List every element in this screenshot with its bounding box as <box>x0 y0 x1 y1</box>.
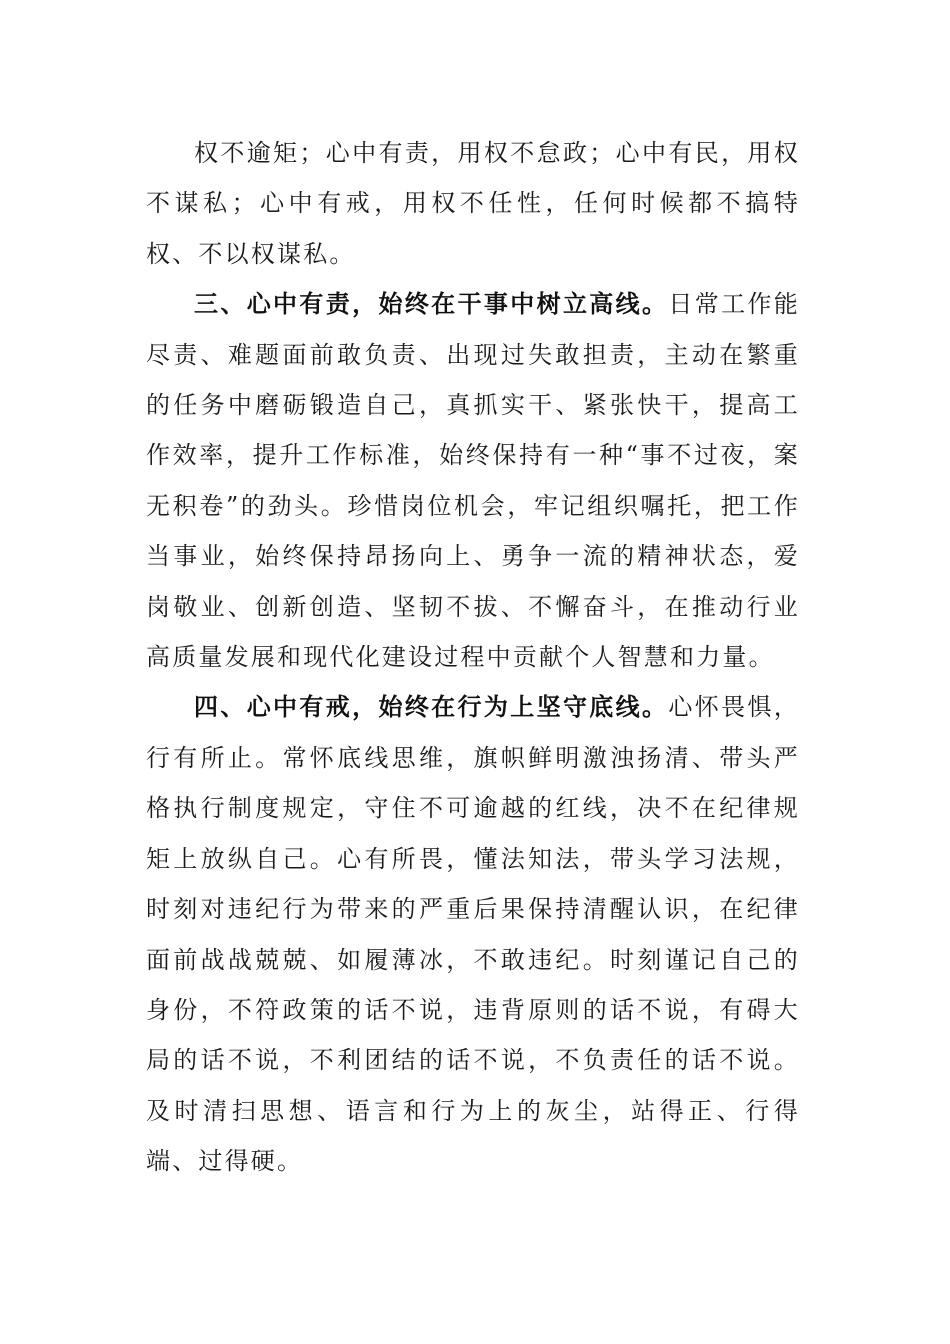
section-heading: 三、心中有责，始终在干事中树立高线。 <box>194 289 669 319</box>
paragraph-continuation <box>146 128 800 279</box>
paragraph-text: 心怀畏惧，行有所止。常怀底线思维，旗帜鲜明激浊扬清、带头严格执行制度规定，守住不可逾越的红线，决不在纪律规矩上放纵自己。心有所畏，懂法知法，带头学习法规，时刻对违纪行为带来的严重后果保持清醒认识，在纪律面前战战兢兢、如履薄冰，不敢违纪。时刻谨记自己的身份，不符政策的话不说，违背原则的话不说，有碍大局的话不说，不利团结的话不说，不负责任的话不说。及时清扫思想、语言和行为上的灰尘，站得正、行得端、过得硬。 <box>146 693 800 1176</box>
paragraph-text: 权不逾矩；心中有责，用权不怠政；心中有民，用权不谋私；心中有戒，用权不任性，任何时候都不搞特权、不以权谋私。 <box>146 139 800 268</box>
paragraph-section-four <box>146 682 800 1186</box>
document-body <box>146 128 800 1187</box>
section-heading: 四、心中有戒，始终在行为上坚守底线。 <box>194 692 669 722</box>
paragraph-text: 日常工作能尽责、难题面前敢负责、出现过失敢担责，主动在繁重的任务中磨砺锻造自己，真抓实干、紧张快干，提高工作效率，提升工作标准，始终保持有一种“事不过夜，案无积卷”的劲头。珍惜岗位机会，牢记组织嘱托，把工作当事业，始终保持昂扬向上、勇争一流的精神状态，爱岗敬业、创新创造、坚韧不拔、不懈奋斗，在推动行业高质量发展和现代化建设过程中贡献个人智慧和力量。 <box>146 290 800 672</box>
paragraph-section-three <box>146 279 800 682</box>
